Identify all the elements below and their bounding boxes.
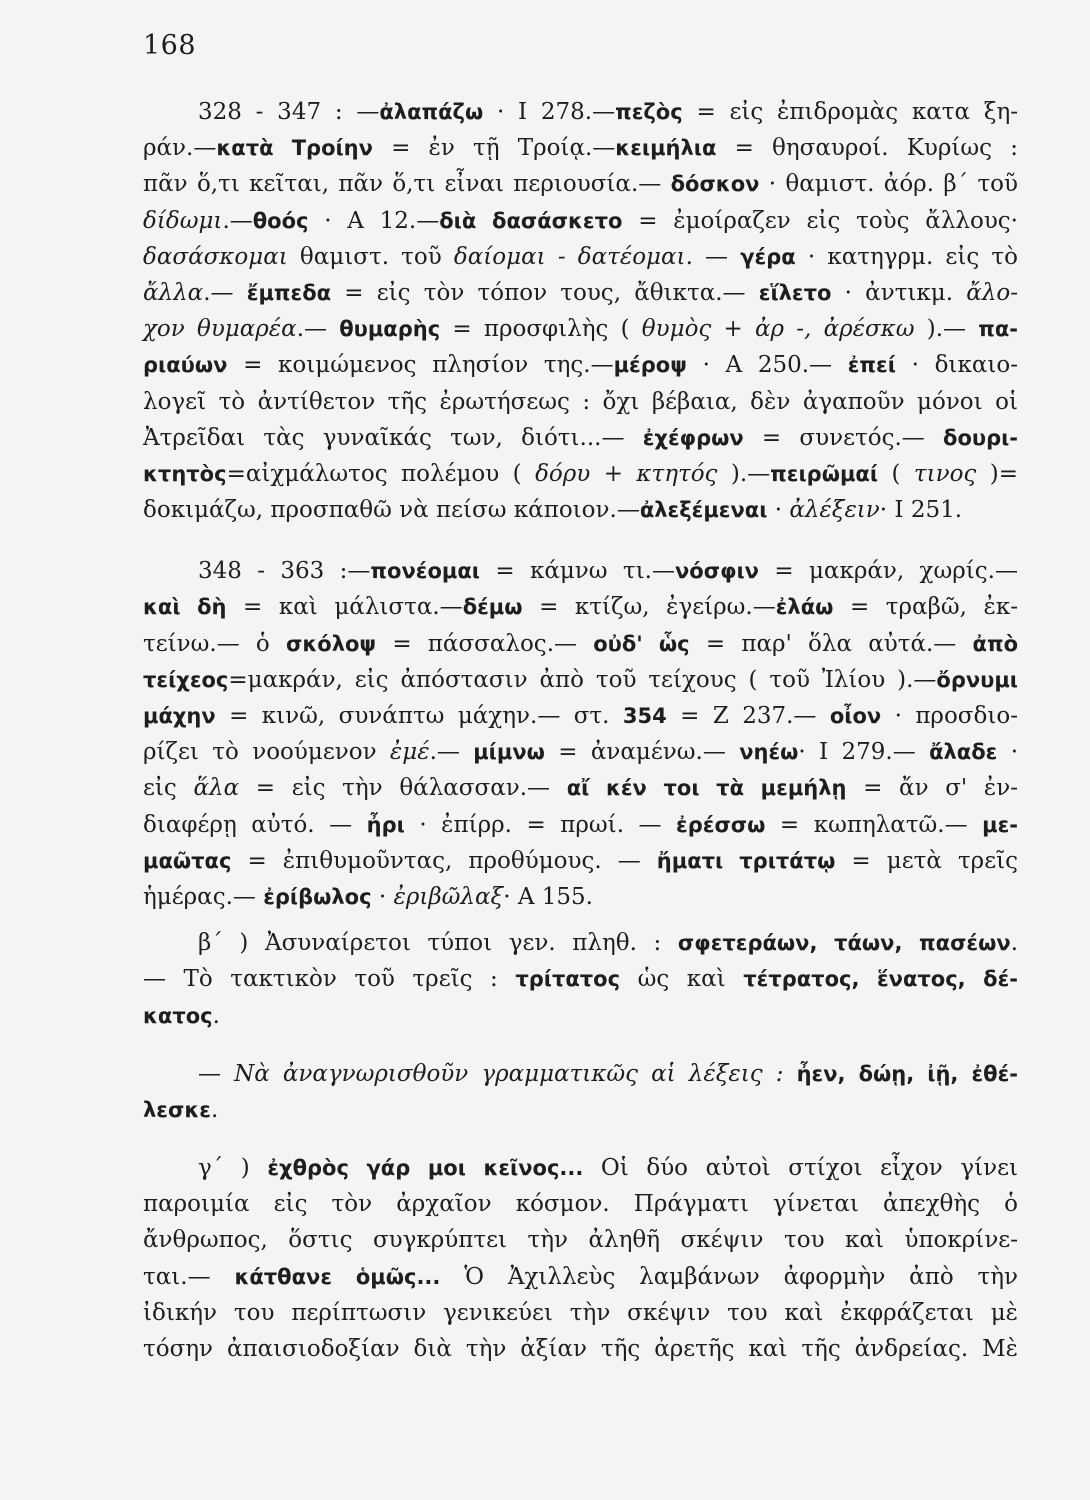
text-run: · Α 155.	[503, 883, 593, 910]
text-run: ).—	[717, 460, 771, 487]
text-run: 328 - 347 : —	[198, 99, 380, 125]
text-line	[143, 492, 1018, 528]
italic-term: δασάσκομαι	[143, 243, 288, 270]
text-run: 348 - 363 :—	[198, 558, 371, 585]
text-run	[783, 1061, 796, 1087]
bold-term: μάχην	[143, 704, 216, 728]
italic-term: Νὰ ἀναγνωρισθοῦν γραμματικῶς αἱ λέξεις :	[234, 1060, 784, 1087]
text-run: · Ι 279.—	[798, 739, 930, 766]
text-run: · Ι 251.	[879, 497, 963, 524]
italic-term: ἐμέ	[389, 739, 430, 766]
paragraph-gap	[143, 1128, 1018, 1150]
text-run: ἡμέρας.—	[143, 883, 264, 910]
text-run: ράν.—	[143, 135, 217, 162]
italic-term: δόρυ + κτητός	[535, 460, 718, 487]
text-line	[143, 961, 1018, 997]
text-run: Ὁ Ἀχιλλεὺς λαμβάνων ἀφορμὴν ἀπὸ τὴν	[440, 1263, 1018, 1290]
text-run: ·	[767, 497, 790, 524]
paragraph	[143, 1150, 1018, 1367]
text-run: (	[878, 460, 914, 487]
text-run: τείνω.— ὁ	[143, 630, 286, 657]
text-run: = καὶ μάλιστα.—	[226, 594, 463, 621]
italic-term: ἀλέξειν	[789, 497, 880, 524]
paragraph	[143, 94, 1018, 528]
text-line	[143, 456, 1018, 492]
text-run: τόσην ἀπαισιοδοξίαν διὰ τὴν ἀξίαν τῆς ἀρετῆς καὶ τῆς ἀνδρείας. Μὲ	[143, 1336, 1018, 1362]
bold-term: 354	[622, 704, 667, 728]
text-run: ρίζει τὸ νοούμενον	[143, 739, 390, 766]
bold-term: αἴ κέν τοι τὰ μεμήλῃ	[566, 776, 847, 801]
text-run: = παρ' ὅλα αὐτά.—	[689, 630, 973, 657]
text-run: = εἰς ἐπιδρομὰς κατα ξη-	[682, 99, 1018, 125]
bold-term: οὐδ' ὧς	[593, 631, 690, 656]
text-run: ἄνθρωπος, ὅστις συγκρύπτει τὴν ἀληθῆ σκέψιν του καὶ ὑποκρίνε-	[143, 1227, 1018, 1254]
bold-term: νηέω	[739, 740, 799, 765]
bold-term: καὶ δὴ	[143, 595, 227, 620]
text-run: )=	[976, 460, 1018, 487]
text-run: . —	[685, 243, 741, 270]
text-run: · Ι 278.—	[483, 99, 616, 125]
text-run: θαμιστ. τοῦ	[287, 243, 454, 270]
bold-term: σκόλοψ	[286, 631, 377, 656]
paragraph	[143, 925, 1018, 1034]
text-line	[143, 1056, 1018, 1092]
paragraph-gap	[143, 915, 1018, 925]
text-run: β΄ ) Ἀσυναίρετοι τύποι γεν. πληθ. :	[198, 930, 678, 957]
text-run: = κοιμώμενος πλησίον της.—	[227, 352, 614, 379]
text-run: —	[198, 1060, 235, 1087]
text-run: = συνετός.—	[743, 424, 944, 451]
text-run: = ἐν τῇ Τροίᾳ.—	[372, 135, 616, 162]
text-run: = Ζ 237.—	[666, 703, 830, 729]
italic-term: ἄλο-	[966, 279, 1019, 306]
text-line	[143, 203, 1018, 239]
text-run: ὡς καὶ	[620, 966, 744, 993]
text-run: · ἀντικμ.	[831, 279, 967, 306]
text-line	[143, 275, 1018, 311]
text-line	[143, 626, 1018, 662]
bold-term: μίμνω	[473, 740, 545, 765]
text-run: = μετὰ τρεῖς	[835, 847, 1019, 874]
text-line	[143, 553, 1018, 589]
italic-term: τινος	[913, 460, 977, 487]
bold-term: πα-	[978, 317, 1018, 342]
italic-term: ἅλα	[193, 775, 240, 802]
bold-term: θοός	[252, 208, 309, 233]
text-line	[143, 698, 1018, 734]
paragraph	[143, 553, 1018, 915]
text-line	[143, 94, 1018, 130]
text-run: = εἰς τὸν τόπον τους, ἄθικτα.—	[331, 279, 759, 306]
text-run: γ΄ )	[198, 1155, 268, 1182]
bold-term: ἦρι	[366, 812, 405, 837]
text-run: = κτίζω, ἐγείρω.—	[522, 594, 776, 621]
text-line	[143, 1092, 1018, 1128]
bold-term: διὰ δασάσκετο	[439, 208, 623, 233]
text-run: εἰς	[143, 775, 194, 802]
text-run: · Α 250.—	[686, 352, 848, 379]
bold-term: μέροψ	[613, 353, 687, 378]
text-run: = πάσσαλος.—	[376, 630, 594, 657]
bold-term: δόσκον	[670, 172, 760, 197]
bold-term: ἦεν, δώῃ, ἰῇ, ἐθέ-	[796, 1061, 1018, 1086]
bold-term: ἐχθρὸς γάρ μοι κεῖνος...	[267, 1156, 584, 1181]
text-run: · προσδιο-	[881, 703, 1018, 729]
text-run: = ἀναμένω.—	[544, 739, 740, 766]
text-run: = ἐπιθυμοῦντας, προθύμους. —	[231, 847, 657, 874]
bold-term: κάτθανε ὁμῶς...	[234, 1264, 441, 1289]
text-run: · κατηγρμ. εἰς τὸ	[795, 243, 1018, 270]
bold-term: γέρα	[740, 244, 796, 269]
text-run: · θαμιστ. ἀόρ. β΄ τοῦ	[759, 171, 1018, 198]
bold-term: ἔμπεδα	[246, 280, 332, 305]
paragraph-gap	[143, 528, 1018, 553]
text-line	[143, 311, 1018, 347]
text-run: = κωπηλατῶ.—	[765, 811, 983, 838]
text-run: — Τὸ τακτικὸν τοῦ τρεῖς :	[143, 966, 516, 993]
text-run: ·	[997, 739, 1019, 766]
bold-term: ἐχέφρων	[642, 425, 744, 450]
text-run: · δικαιο-	[895, 352, 1018, 379]
text-line	[143, 879, 1018, 915]
bold-term: νόσφιν	[674, 559, 759, 584]
bold-term: τέτρατος, ἕνατος, δέ-	[743, 967, 1018, 992]
text-run: δοκιμάζω, προσπαθῶ νὰ πείσω κάποιον.—	[143, 497, 640, 524]
bold-term: ἀπὸ	[972, 631, 1018, 656]
bold-term: ριαύων	[143, 353, 228, 378]
italic-term: δαίομαι - δατέομαι	[453, 243, 686, 270]
bold-term: θυμαρὴς	[339, 317, 441, 342]
bold-term: ἤματι τριτάτῳ	[656, 848, 836, 873]
text-run: Ἀτρεῖδαι τὰς γυναῖκάς των, διότι...—	[143, 424, 643, 451]
page-number: 168	[143, 30, 197, 61]
text-run: ·	[371, 883, 394, 910]
italic-term: δίδωμι	[143, 207, 223, 234]
text-run: = ἐμοίραζεν εἰς τοὺς ἄλλους·	[622, 207, 1018, 234]
commentary-text	[143, 94, 1018, 1367]
bold-term: ἀλεξέμεναι	[639, 498, 768, 523]
bold-term: τρίτατος	[515, 967, 621, 992]
bold-term: πεζὸς	[615, 100, 683, 124]
bold-term: ἐλάω	[775, 595, 834, 620]
bold-term: τείχεος	[143, 667, 229, 692]
text-run: = θησαυροί. Κυρίως :	[716, 135, 1018, 162]
text-run: =μακράν, εἰς ἀπόστασιν ἀπὸ τοῦ τείχους ( τοῦ Ἰλίου ).—	[228, 666, 937, 693]
bold-term: μαῶτας	[143, 848, 232, 873]
text-line	[143, 1331, 1018, 1367]
text-run: = μακράν, χωρίς.—	[758, 558, 1018, 585]
bold-term: ἐρίβωλος	[263, 884, 372, 909]
italic-term: ἄλλα	[143, 279, 204, 306]
italic-term: ἐριβῶλαξ	[393, 883, 504, 910]
text-line	[143, 1150, 1018, 1186]
text-line	[143, 843, 1018, 879]
text-run: = κάμνω τι.—	[479, 558, 675, 585]
text-run: · Α 12.—	[308, 207, 440, 234]
bold-term: κειμήλια	[615, 136, 717, 161]
bold-term: δουρι-	[943, 425, 1018, 450]
text-run: λογεῖ τὸ ἀντίθετον τῆς ἐρωτήσεως : ὄχι βέβαια, δὲν ἀγαποῦν μόνοι οἱ	[143, 388, 1018, 415]
text-run: .—	[429, 739, 474, 766]
text-run: διαφέρῃ αὐτό. —	[143, 811, 367, 838]
bold-term: σφετεράων, τάων, πασέων	[677, 931, 1011, 956]
text-line	[143, 1186, 1018, 1222]
text-run: .—	[222, 207, 253, 234]
text-run: ).—	[914, 316, 979, 343]
text-run: πᾶν ὅ,τι κεῖται, πᾶν ὅ,τι εἶναι περιουσία.—	[143, 171, 671, 198]
italic-term: θυμὸς + ἀρ -, ἀρέσκω	[641, 316, 915, 343]
text-run: .—	[296, 316, 340, 343]
text-run: =αἰχμάλωτος πολέμου (	[226, 460, 536, 487]
text-run: .	[1010, 930, 1018, 957]
text-line	[143, 1259, 1018, 1295]
paragraph-gap	[143, 1034, 1018, 1056]
text-line	[143, 130, 1018, 166]
bold-term: κτητὸς	[143, 461, 227, 486]
text-line	[143, 998, 1018, 1034]
bold-term: πειρῶμαί	[770, 461, 879, 486]
bold-term: πονέομαι	[370, 559, 480, 584]
bold-term: λεσκε	[143, 1097, 211, 1122]
text-line	[143, 807, 1018, 843]
bold-term: ἄλαδε	[929, 740, 998, 765]
text-line	[143, 420, 1018, 456]
bold-term: ἐπεί	[847, 353, 896, 378]
text-line	[143, 347, 1018, 383]
text-run: · ἐπίρρ. = πρωί. —	[404, 811, 677, 838]
text-run: Οἱ δύο αὐτοὶ στίχοι εἶχον γίνει	[583, 1155, 1019, 1182]
bold-term: κατὰ Τροίην	[216, 136, 373, 161]
text-run: = τραβῶ, ἐκ-	[833, 594, 1018, 621]
text-line	[143, 239, 1018, 275]
text-line	[143, 384, 1018, 420]
bold-term: δέμω	[462, 595, 523, 620]
text-line	[143, 1295, 1018, 1331]
bold-term: οἶον	[829, 704, 882, 728]
bold-term: με-	[982, 812, 1018, 837]
text-line	[143, 662, 1018, 698]
text-run: = ἄν σ' ἐν-	[846, 775, 1018, 802]
text-run: .	[210, 1096, 219, 1123]
bold-term: εἵλετο	[758, 280, 832, 305]
text-run: = προσφιλὴς (	[440, 316, 642, 343]
text-run: = κινῶ, συνάπτω μάχην.— στ.	[215, 703, 623, 729]
text-line	[143, 925, 1018, 961]
bold-term: ὄρνυμι	[936, 667, 1018, 692]
text-run: .	[212, 1002, 220, 1029]
bold-term: κατος	[143, 1003, 213, 1028]
text-run: .—	[203, 279, 247, 306]
text-line	[143, 589, 1018, 625]
bold-term: ἀλαπάζω	[379, 100, 484, 124]
italic-term: χον θυμαρέα	[143, 316, 297, 343]
bold-term: ἐρέσσω	[676, 812, 766, 837]
text-run: παροιμία εἰς τὸν ἀρχαῖον κόσμον. Πράγματι γίνεται ἀπεχθὴς ὁ	[143, 1191, 1018, 1218]
text-line	[143, 166, 1018, 202]
text-line	[143, 770, 1018, 806]
text-line	[143, 734, 1018, 770]
paragraph	[143, 1056, 1018, 1128]
text-line	[143, 1222, 1018, 1258]
text-run: ἰδικήν του περίπτωσιν γενικεύει τὴν σκέψιν του καὶ ἐκφράζεται μὲ	[143, 1299, 1018, 1326]
text-run: = εἰς τὴν θάλασσαν.—	[239, 775, 567, 802]
text-run: ται.—	[143, 1263, 235, 1290]
